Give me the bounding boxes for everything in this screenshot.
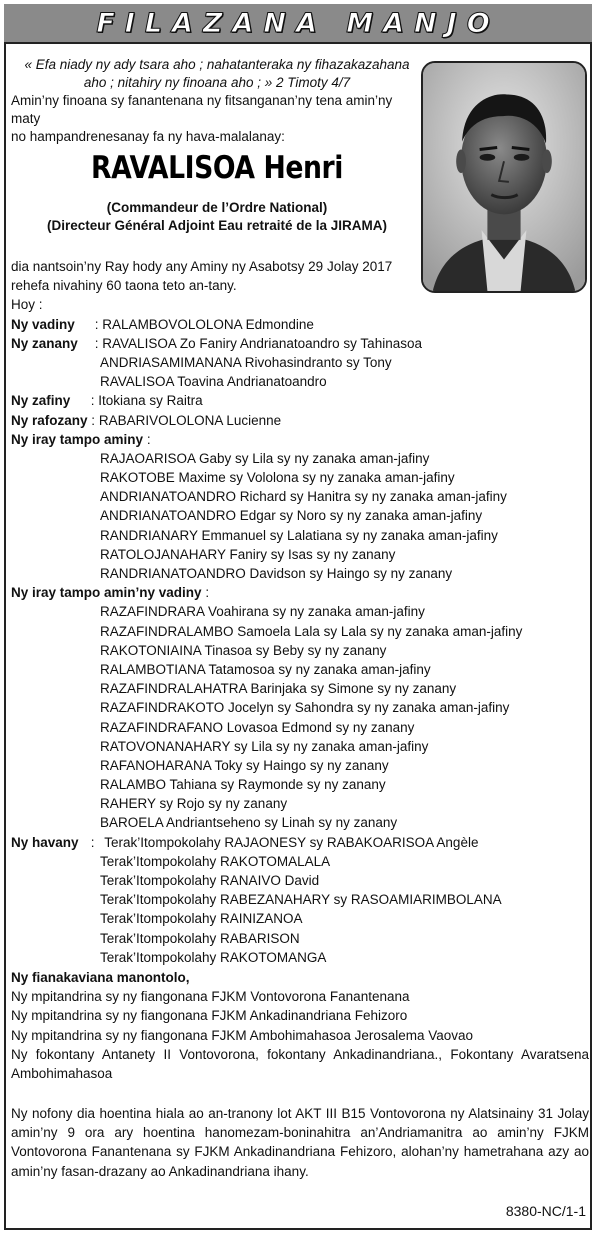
tampo-vadiny-item: RAZAFINDRAFANO Lovasoa Edmond sy ny zanany [100, 719, 415, 735]
havany-item: Terak’Itompokolahy RANAIVO David [100, 873, 320, 888]
vadiny-value: RALAMBOVOLOLONA Edmondine [102, 316, 314, 332]
deceased-titles [11, 199, 423, 235]
tampo-aminy-row [11, 430, 589, 449]
tampo-aminy-item: ANDRIANATOANDRO Edgar sy Noro sy ny zanaka aman-jafiny [100, 508, 483, 524]
tampo-vadiny-item: RALAMBOTIANA Tatamosoa sy ny zanaka aman-jafiny [100, 661, 431, 677]
death-line-1: dia nantsoin’ny Ray hody any Aminy ny Asabotsy 29 Jolay 2017 [11, 259, 393, 274]
zanany-sep: : [94, 335, 99, 351]
vadiny-sep: : [94, 316, 99, 332]
tampo-vadiny-item: RAZAFINDRALAMBO Samoela Lala sy Lala sy ny zanaka aman-jafiny [100, 623, 523, 639]
fianakaviana-item: Ny mpitandrina sy ny fiangonana FJKM Ankadinandriana Fehizoro [11, 1008, 408, 1024]
tampo-aminy-item: RAJAOARISOA Gaby sy Lila sy ny zanaka aman-jafiny [100, 450, 430, 466]
havany-row [11, 833, 589, 852]
verse-line-1: « Efa niady ny ady tsara aho ; nahatanteraka ny fihazakazahana [24, 57, 410, 72]
rafozany-label: Ny rafozany [11, 412, 88, 428]
vadiny-row [11, 315, 589, 334]
tampo-vadiny-item: RATOVONANAHARY sy Lila sy ny zanaka aman-jafiny [100, 738, 429, 754]
zafiny-label: Ny zafiny [11, 393, 71, 409]
havany-item: Terak’Itompokolahy RAKOTOMALALA [100, 853, 331, 869]
banner-title: FILAZANA MANJO [96, 7, 500, 39]
havany-item: Terak’Itompokolahy RAINIZANOA [100, 911, 303, 927]
havany-item: Terak’Itompokolahy RABEZANAHARY sy RASOAMIARIMBOLANA [100, 892, 502, 908]
zanany-row [11, 334, 589, 353]
fokontany-text: Ny fokontany Antanety II Vontovorona, fokontany Ankadinandriana., Fokontany Avaratsena Ambohimahasoa [11, 1046, 589, 1081]
zanany-label: Ny zanany [11, 335, 78, 351]
zafiny-sep: : [90, 393, 95, 409]
fianakaviana-item: Ny mpitandrina sy ny fiangonana FJKM Ambohimahasoa Jerosalema Vaovao [11, 1027, 473, 1043]
zafiny-row [11, 391, 589, 410]
havany-item: Terak’Itompokolahy RABARISON [100, 930, 300, 946]
intro-text [11, 92, 423, 146]
zanany-item: RAVALISOA Toavina Andrianatoandro [100, 374, 327, 390]
tampo-vadiny-item: RAZAFINDRALAHATRA Barinjaka sy Simone sy ny zanany [100, 681, 457, 697]
tampo-aminy-item: RAKOTOBE Maxime sy Vololona sy ny zanaka aman-jafiny [100, 470, 455, 486]
notice-banner [4, 4, 592, 44]
rafozany-row [11, 411, 589, 430]
notice-reference: 8380-NC/1-1 [505, 1203, 586, 1219]
intro-line-2: no hampandrenesanay fa ny hava-malalanay: [11, 129, 285, 144]
tampo-vadiny-item: RAHERY sy Rojo sy ny zanany [100, 796, 288, 812]
rafozany-value: RABARIVOLOLONA Lucienne [98, 412, 282, 428]
havany-item: Terak’Itompokolahy RAKOTOMANGA [100, 949, 327, 965]
tampo-aminy-item: RANDRIANARY Emmanuel sy Lalatiana sy ny zanaka aman-jafiny [100, 527, 498, 543]
intro-line-1: Amin’ny finoana sy fanantenana ny fitsanganan’ny tena amin’ny maty [11, 93, 393, 126]
havany-label: Ny havany [11, 834, 79, 850]
tampo-vadiny-label: Ny iray tampo amin’ny vadiny [11, 585, 202, 601]
family-list [11, 257, 589, 967]
tampo-aminy-sep: : [146, 431, 151, 447]
tampo-vadiny-item: RAZAFINDRAKOTO Jocelyn sy Sahondra sy ny zanaka aman-jafiny [100, 700, 510, 716]
tampo-aminy-item: ANDRIANATOANDRO Richard sy Hanitra sy ny zanaka aman-jafiny [100, 489, 507, 505]
zafiny-value: Itokiana sy Raitra [98, 393, 203, 409]
zanany-item: RAVALISOA Zo Faniry Andrianatoandro sy Tahinasoa [102, 335, 422, 351]
hoy-label: Hoy : [11, 297, 43, 313]
tampo-vadiny-item: RAFANOHARANA Toky sy Haingo sy ny zanany [100, 757, 389, 773]
havany-sep: : [90, 834, 95, 850]
tampo-vadiny-item: RAKOTONIAINA Tinasoa sy Beby sy ny zanany [100, 642, 387, 658]
tampo-vadiny-item: BAROELA Andriantseheno sy Linah sy ny zanany [100, 815, 398, 831]
tampo-aminy-item: RANDRIANATOANDRO Davidson sy Haingo sy ny zanany [100, 566, 453, 581]
deceased-title-1: (Commandeur de l’Ordre National) [106, 200, 328, 215]
tampo-vadiny-row [11, 583, 589, 602]
deceased-title-2: (Directeur Général Adjoint Eau retraité de la JIRAMA) [46, 218, 388, 233]
vadiny-label: Ny vadiny [11, 316, 75, 332]
zanany-item: ANDRIASAMIMANANA Rivohasindranto sy Tony [100, 354, 392, 370]
tampo-vadiny-sep: : [205, 585, 210, 601]
death-line-2: rehefa nivahiny 60 taona teto an-tany. [11, 278, 237, 294]
burial-details: Ny nofony dia hoentina hiala ao an-tranony lot AKT III B15 Vontovorona ny Alatsinainy 31 Jolay amin’ny 9 ora ary hoentina hanomezam-boninahitra an’Andriamanitra ao amin’ny FJKM Vontovorona Fanantenana sy FJKM Ankadinandriana Fehizoro, alohan’ny hametrahana azy ao amin’ny fasan-drazany ao Ankadinandriana ihany. [11, 1106, 589, 1179]
rafozany-sep: : [91, 412, 96, 428]
tampo-vadiny-item: RALAMBO Tahiana sy Raymonde sy ny zanany [100, 777, 386, 793]
tampo-aminy-label: Ny iray tampo aminy [11, 431, 144, 447]
deceased-name: RAVALISOA Henri [90, 150, 343, 186]
extended-family [11, 968, 589, 1083]
havany-item: Terak’Itompokolahy RAJAONESY sy RABAKOARISOA Angèle [104, 834, 479, 850]
header-text [11, 56, 423, 146]
bible-verse [11, 56, 423, 92]
verse-line-2: aho ; nitahiry ny finoana aho ; » 2 Timoty 4/7 [83, 75, 351, 90]
fianakaviana-label: Ny fianakaviana manontolo, [11, 970, 190, 985]
fianakaviana-item: Ny mpitandrina sy ny fiangonana FJKM Vontovorona Fanantenana [11, 989, 410, 1005]
tampo-aminy-item: RATOLOJANAHARY Faniry sy Isas sy ny zanany [100, 546, 396, 562]
tampo-vadiny-item: RAZAFINDRARA Voahirana sy ny zanaka aman-jafiny [100, 604, 425, 620]
